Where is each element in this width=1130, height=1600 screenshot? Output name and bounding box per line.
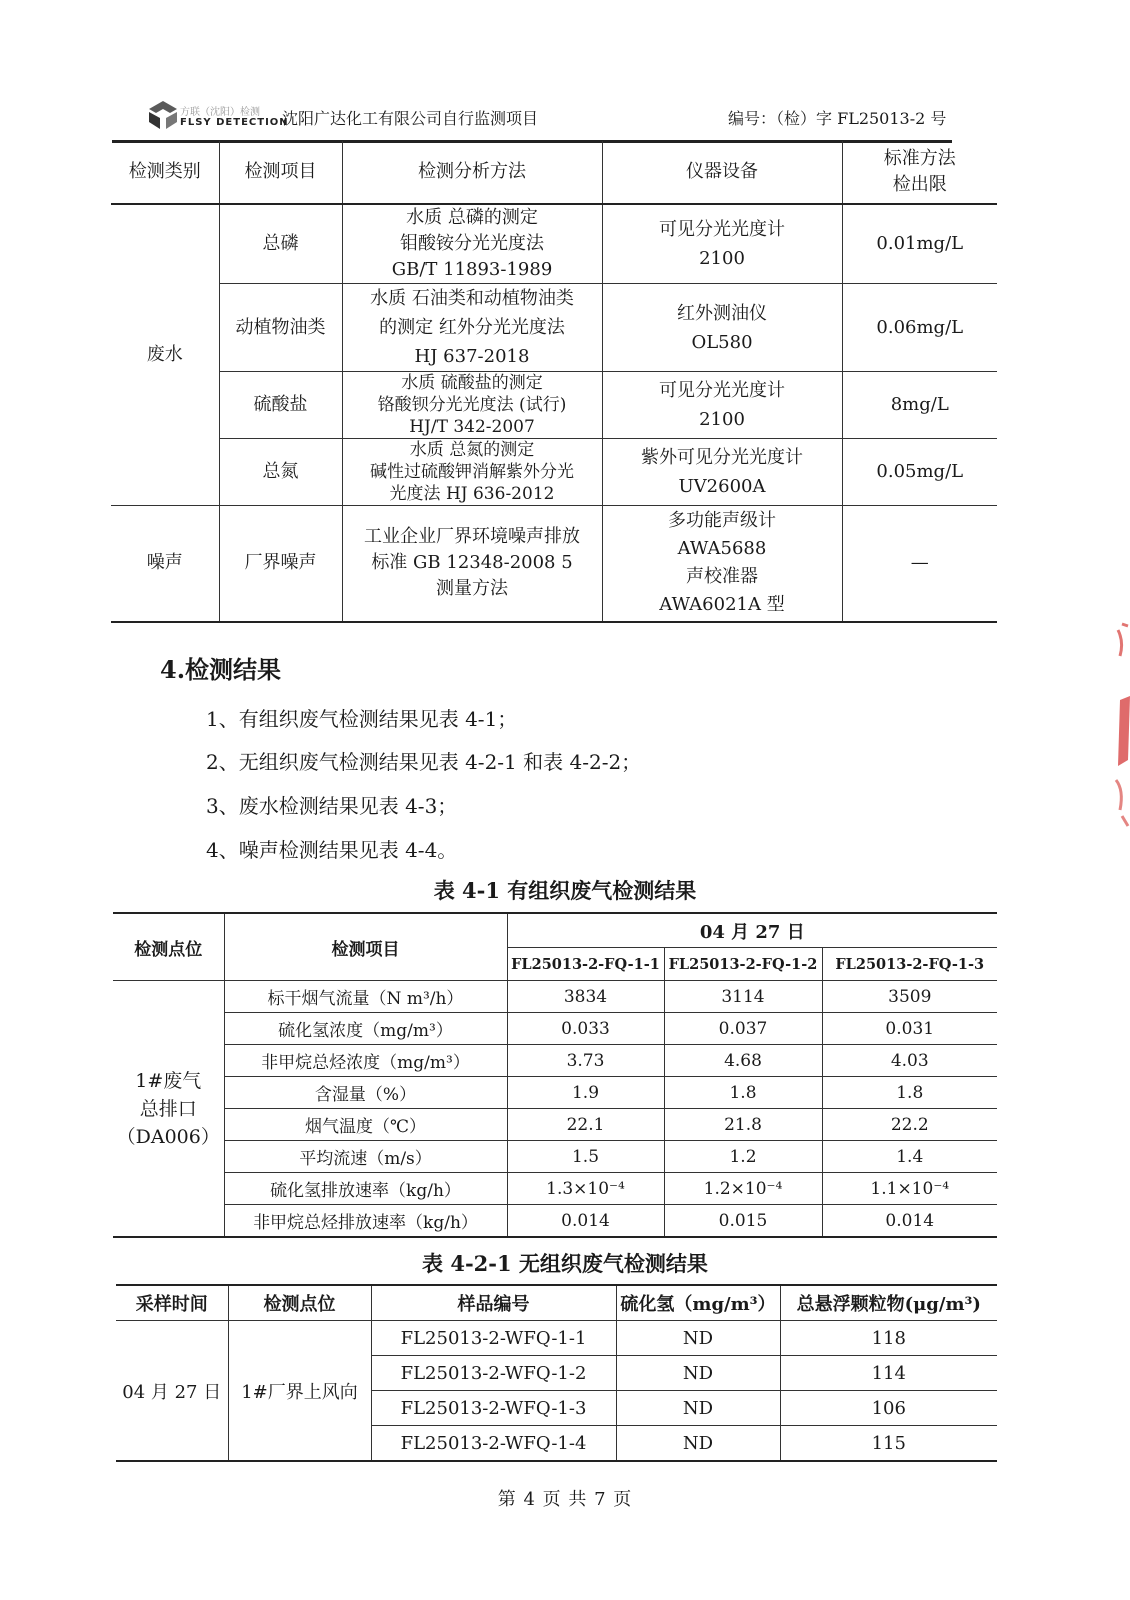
value-cell: 3.73 — [507, 1045, 664, 1077]
company-logo-icon — [148, 100, 178, 130]
value-cell: 4.03 — [822, 1045, 997, 1077]
limit-cell: — — [842, 506, 997, 622]
report-number: 编号：（检）字 FL25013-2 号 — [728, 109, 947, 128]
method-cell — [342, 372, 602, 439]
equipment-cell — [602, 506, 842, 622]
table-row — [111, 506, 997, 622]
item-cell: 硫酸盐 — [219, 372, 342, 439]
section-title: 4.检测结果 — [160, 655, 282, 684]
method-cell — [342, 284, 602, 372]
h2s-cell: ND — [616, 1321, 780, 1356]
item-cell: 总氮 — [219, 439, 342, 506]
list-item: 2、无组织废气检测结果见表 4-2-1 和表 4-2-2； — [206, 750, 642, 774]
header-sample: FL25013-2-FQ-1-3 — [822, 948, 997, 981]
method-cell — [342, 204, 602, 284]
header-method: 检测分析方法 — [342, 141, 602, 204]
list-item: 4、噪声检测结果见表 4-4。 — [206, 838, 458, 862]
equipment-line: AWA5688 — [677, 538, 767, 560]
location-line: 1#废气 — [135, 1069, 202, 1092]
header-time: 采样时间 — [116, 1285, 228, 1321]
h2s-cell: ND — [616, 1391, 780, 1426]
limit-cell: 0.05mg/L — [842, 439, 997, 506]
header-h2s: 硫化氢（mg/m³） — [616, 1285, 780, 1321]
table-row — [116, 1321, 997, 1356]
logo-chinese-text: 方联（沈阳）检测 — [180, 107, 260, 118]
project-title: 沈阳广达化工有限公司自行监测项目 — [282, 109, 539, 128]
method-table — [111, 141, 997, 623]
tsp-cell: 118 — [780, 1321, 997, 1356]
limit-cell: 0.06mg/L — [842, 284, 997, 372]
equipment-line: 紫外可见分光光度计 — [641, 447, 803, 468]
item-cell: 硫化氢浓度（mg/m³） — [224, 1013, 507, 1045]
equipment-line: UV2600A — [678, 476, 766, 497]
method-line: GB/T 11893-1989 — [391, 259, 553, 280]
header-tsp: 总悬浮颗粒物(μg/m³) — [780, 1285, 997, 1321]
equipment-cell — [602, 284, 842, 372]
location-cell — [113, 981, 224, 1238]
item-cell: 标干烟气流量（N m³/h） — [224, 981, 507, 1013]
value-cell: 1.1×10⁻⁴ — [822, 1173, 997, 1205]
value-cell: 0.037 — [664, 1013, 822, 1045]
limit-cell: 8mg/L — [842, 372, 997, 439]
header-sample: FL25013-2-FQ-1-1 — [507, 948, 664, 981]
location-line: 总排口 — [139, 1097, 197, 1120]
method-line: 标准 GB 12348-2008 5 — [371, 552, 573, 574]
method-cell — [342, 506, 602, 622]
method-line: 钼酸铵分光光度法 — [400, 233, 544, 254]
method-line: HJ/T 342-2007 — [409, 417, 535, 437]
item-cell: 平均流速（m/s） — [224, 1141, 507, 1173]
table-row — [113, 1013, 997, 1045]
sample-cell: FL25013-2-WFQ-1-4 — [371, 1426, 616, 1462]
equipment-line: 可见分光光度计 — [659, 219, 785, 240]
value-cell: 3114 — [664, 981, 822, 1013]
tsp-cell: 114 — [780, 1356, 997, 1391]
header-limit — [842, 141, 997, 204]
item-cell: 硫化氢排放速率（kg/h） — [224, 1173, 507, 1205]
method-line: 碱性过硫酸钾消解紫外分光 — [370, 462, 574, 482]
table-row — [113, 1045, 997, 1077]
table-row — [113, 1205, 997, 1238]
value-cell: 1.9 — [507, 1077, 664, 1109]
header-category: 检测类别 — [111, 141, 219, 204]
equipment-line: 可见分光光度计 — [659, 380, 785, 401]
table-4-2-1 — [116, 1284, 997, 1462]
item-cell: 非甲烷总烃浓度（mg/m³） — [224, 1045, 507, 1077]
header-limit-line1: 标准方法 — [883, 148, 956, 169]
method-cell — [342, 439, 602, 506]
value-cell: 0.014 — [507, 1205, 664, 1238]
list-item: 1、有组织废气检测结果见表 4-1； — [206, 707, 518, 731]
tsp-cell: 115 — [780, 1426, 997, 1462]
sample-cell: FL25013-2-WFQ-1-1 — [371, 1321, 616, 1356]
value-cell: 1.2 — [664, 1141, 822, 1173]
table-row — [111, 284, 997, 372]
method-line: HJ 637-2018 — [414, 346, 530, 367]
value-cell: 22.2 — [822, 1109, 997, 1141]
value-cell: 22.1 — [507, 1109, 664, 1141]
item-cell: 动植物油类 — [219, 284, 342, 372]
list-item: 3、废水检测结果见表 4-3； — [206, 794, 458, 818]
page-footer: 第 4 页 共 7 页 — [497, 1489, 633, 1510]
location-line: （DA006） — [116, 1125, 220, 1148]
method-line: 的测定 红外分光光度法 — [379, 317, 565, 338]
header-date: 04 月 27 日 — [507, 913, 997, 948]
sample-cell: FL25013-2-WFQ-1-2 — [371, 1356, 616, 1391]
header-item: 检测项目 — [219, 141, 342, 204]
method-line: 水质 总氮的测定 — [409, 440, 535, 460]
table-row — [111, 439, 997, 506]
category-cell: 废水 — [111, 204, 219, 506]
table-row — [113, 1077, 997, 1109]
header-point: 检测点位 — [228, 1285, 371, 1321]
value-cell: 1.2×10⁻⁴ — [664, 1173, 822, 1205]
table-row — [113, 1109, 997, 1141]
value-cell: 1.3×10⁻⁴ — [507, 1173, 664, 1205]
method-line: 水质 硫酸盐的测定 — [401, 373, 543, 393]
value-cell: 4.68 — [664, 1045, 822, 1077]
limit-cell: 0.01mg/L — [842, 204, 997, 284]
value-cell: 0.033 — [507, 1013, 664, 1045]
header-item: 检测项目 — [224, 913, 507, 981]
table-row — [113, 1141, 997, 1173]
method-line: 光度法 HJ 636-2012 — [389, 484, 555, 504]
method-line: 水质 石油类和动植物油类 — [370, 288, 574, 309]
table-4-1 — [113, 912, 997, 1238]
value-cell: 1.8 — [822, 1077, 997, 1109]
table-row — [111, 204, 997, 284]
tsp-cell: 106 — [780, 1391, 997, 1426]
method-line: 测量方法 — [436, 578, 508, 600]
date-cell: 04 月 27 日 — [116, 1321, 228, 1462]
item-cell: 厂界噪声 — [219, 506, 342, 622]
equipment-cell — [602, 204, 842, 284]
value-cell: 0.014 — [822, 1205, 997, 1238]
equipment-cell — [602, 372, 842, 439]
value-cell: 1.4 — [822, 1141, 997, 1173]
method-line: 铬酸钡分光光度法 (试行) — [377, 395, 567, 415]
header-sample: 样品编号 — [371, 1285, 616, 1321]
item-cell: 含湿量（%） — [224, 1077, 507, 1109]
value-cell: 3509 — [822, 981, 997, 1013]
logo-english-text: FLSY DETECTION — [180, 117, 289, 128]
point-cell: 1#厂界上风向 — [228, 1321, 371, 1462]
header-point: 检测点位 — [113, 913, 224, 981]
value-cell: 3834 — [507, 981, 664, 1013]
header-sample: FL25013-2-FQ-1-2 — [664, 948, 822, 981]
value-cell: 1.8 — [664, 1077, 822, 1109]
equipment-line: 多功能声级计 — [668, 510, 776, 532]
value-cell: 1.5 — [507, 1141, 664, 1173]
seal-stamp-icon — [1110, 620, 1130, 840]
table-4-2-1-caption: 表 4-2-1 无组织废气检测结果 — [422, 1251, 708, 1276]
equipment-line: AWA6021A 型 — [659, 594, 785, 616]
item-cell: 非甲烷总烃排放速率（kg/h） — [224, 1205, 507, 1238]
item-cell: 总磷 — [219, 204, 342, 284]
equipment-line: 2100 — [699, 248, 745, 269]
table-row — [113, 1173, 997, 1205]
table-row — [111, 372, 997, 439]
equipment-line: OL580 — [691, 331, 753, 353]
equipment-line: 声校准器 — [686, 566, 758, 588]
equipment-line: 2100 — [699, 409, 745, 430]
h2s-cell: ND — [616, 1356, 780, 1391]
category-cell: 噪声 — [111, 506, 219, 622]
h2s-cell: ND — [616, 1426, 780, 1462]
header-limit-line2: 检出限 — [892, 174, 947, 195]
value-cell: 21.8 — [664, 1109, 822, 1141]
method-line: 工业企业厂界环境噪声排放 — [364, 526, 580, 548]
table-4-1-caption: 表 4-1 有组织废气检测结果 — [433, 878, 697, 903]
header-equipment: 仪器设备 — [602, 141, 842, 204]
table-row — [113, 981, 997, 1013]
value-cell: 0.031 — [822, 1013, 997, 1045]
equipment-line: 红外测油仪 — [677, 302, 767, 324]
item-cell: 烟气温度（℃） — [224, 1109, 507, 1141]
value-cell: 0.015 — [664, 1205, 822, 1238]
method-line: 水质 总磷的测定 — [406, 207, 538, 228]
equipment-cell — [602, 439, 842, 506]
sample-cell: FL25013-2-WFQ-1-3 — [371, 1391, 616, 1426]
